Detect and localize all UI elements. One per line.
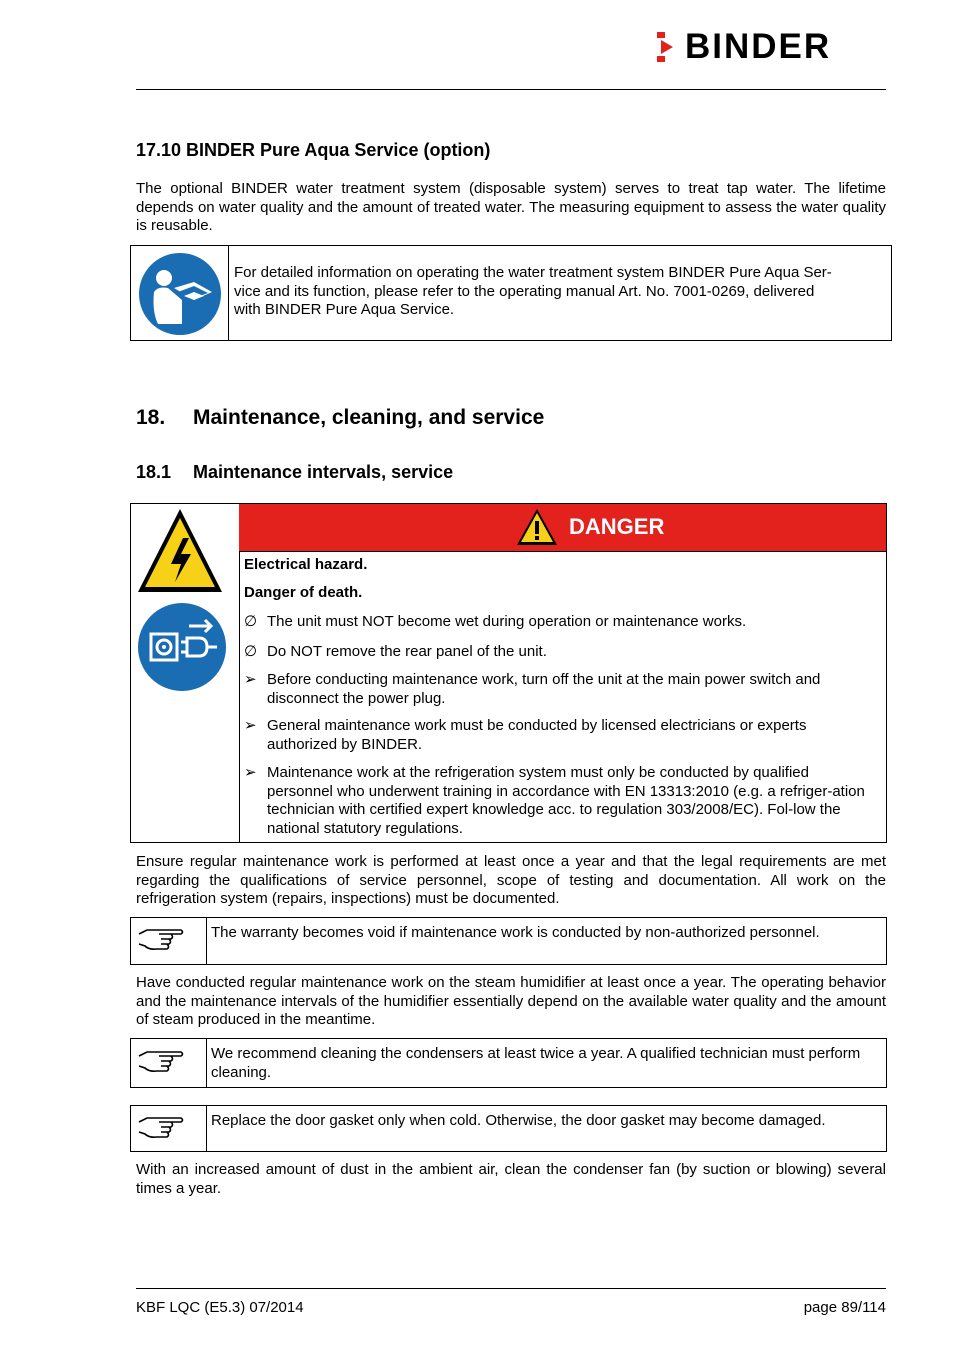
- arrow-bullet-icon: ➢: [244, 671, 257, 688]
- section-18-1-title: Maintenance intervals, service: [193, 462, 454, 482]
- danger-icon-cell: [131, 504, 240, 842]
- header-divider: [136, 89, 886, 90]
- manual-note-line-1: For detailed information on operating the water treatment system BINDER Pure Aqua Ser-: [234, 264, 832, 281]
- manual-note-line-3: with BINDER Pure Aqua Service.: [234, 301, 455, 318]
- section-18-number: 18.: [136, 406, 166, 429]
- instruction-text: Maintenance work at the refrigeration system must only be conducted by qualified personnel who underwent training in accordance with EN 13313:2010 (e.g. a refriger-ation technician with certified expert knowledge acc. to regulation 303/2008/EC). Fol-low the national statutory regulations.: [267, 764, 865, 837]
- prohibition-text: The unit must NOT become wet during operation or maintenance works.: [267, 613, 747, 630]
- pointing-hand-icon: [137, 1112, 185, 1148]
- prohibit-icon: ∅: [244, 613, 258, 630]
- prohibition-text: Do NOT remove the rear panel of the unit.: [267, 643, 547, 660]
- pointing-hand-icon: [137, 1046, 185, 1082]
- warranty-note-box: [130, 917, 887, 965]
- instruction-text: Before conducting maintenance work, turn off the unit at the main power switch and disconnect the power plug.: [267, 671, 821, 707]
- danger-label: DANGER: [569, 514, 665, 539]
- section-17-10-heading: 17.10 BINDER Pure Aqua Service (option): [136, 140, 491, 160]
- condenser-note-box: [130, 1038, 887, 1088]
- section-17-10-paragraph: The optional BINDER water treatment system (disposable system) serves to treat tap water. The lifetime depends on water quality and the amount of treated water. The measuring equipment to assess the water quality is reusable.: [136, 180, 886, 234]
- prohibit-icon: ∅: [244, 643, 258, 660]
- footer-page-number: page 89/114: [803, 1299, 886, 1316]
- disconnect-plug-icon: [137, 602, 227, 692]
- note-icon-cell: [131, 1039, 207, 1087]
- note-icon-cell: [131, 1106, 207, 1151]
- binder-logo-mark-icon: [655, 28, 679, 66]
- logo-text: BINDER: [685, 27, 832, 66]
- danger-header: [239, 504, 886, 552]
- warning-triangle-icon: [515, 507, 559, 547]
- arrow-bullet-icon: ➢: [244, 764, 257, 781]
- manual-note-box: [130, 245, 892, 341]
- section-18-title: Maintenance, cleaning, and service: [193, 406, 545, 429]
- maintenance-paragraph-3: With an increased amount of dust in the ambient air, clean the condenser fan (by suction or blowing) several times a year.: [136, 1161, 886, 1197]
- footer-divider: [136, 1288, 886, 1289]
- danger-line-2: Danger of death.: [244, 584, 363, 601]
- instruction-text: General maintenance work must be conducted by licensed electricians or experts authorized by BINDER.: [267, 717, 807, 753]
- manual-icon-cell: [131, 246, 229, 340]
- manual-note-line-2: vice and its function, please refer to the operating manual Art. No. 7001-0269, delivered: [234, 282, 815, 300]
- footer-document-id: KBF LQC (E5.3) 07/2014: [136, 1299, 304, 1316]
- read-manual-icon: [138, 252, 222, 336]
- warranty-note-text: The warranty becomes void if maintenance work is conducted by non-authorized personnel.: [211, 924, 820, 941]
- arrow-bullet-icon: ➢: [244, 717, 257, 734]
- pointing-hand-icon: [137, 924, 185, 960]
- condenser-note-text: We recommend cleaning the condensers at least twice a year. A qualified technician must perform cleaning.: [211, 1045, 861, 1081]
- maintenance-paragraph-2: Have conducted regular maintenance work on the steam humidifier at least once a year. The operating behavior and the maintenance intervals of the humidifier essentially depend on the available water quality and the amount of steam produced in the meantime.: [136, 974, 886, 1028]
- electrical-hazard-icon: [135, 506, 225, 596]
- door-gasket-note-text: Replace the door gasket only when cold. Otherwise, the door gasket may become damaged.: [211, 1112, 826, 1129]
- maintenance-paragraph-1: Ensure regular maintenance work is performed at least once a year and that the legal requirements are met regarding the qualifications of service personnel, scope of testing and documentation. All work on the refrigeration system (repairs, inspections) must be documented.: [136, 853, 886, 907]
- section-18-1-number: 18.1: [136, 462, 172, 482]
- note-icon-cell: [131, 918, 207, 964]
- door-gasket-note-box: [130, 1105, 887, 1152]
- danger-line-1: Electrical hazard.: [244, 556, 368, 573]
